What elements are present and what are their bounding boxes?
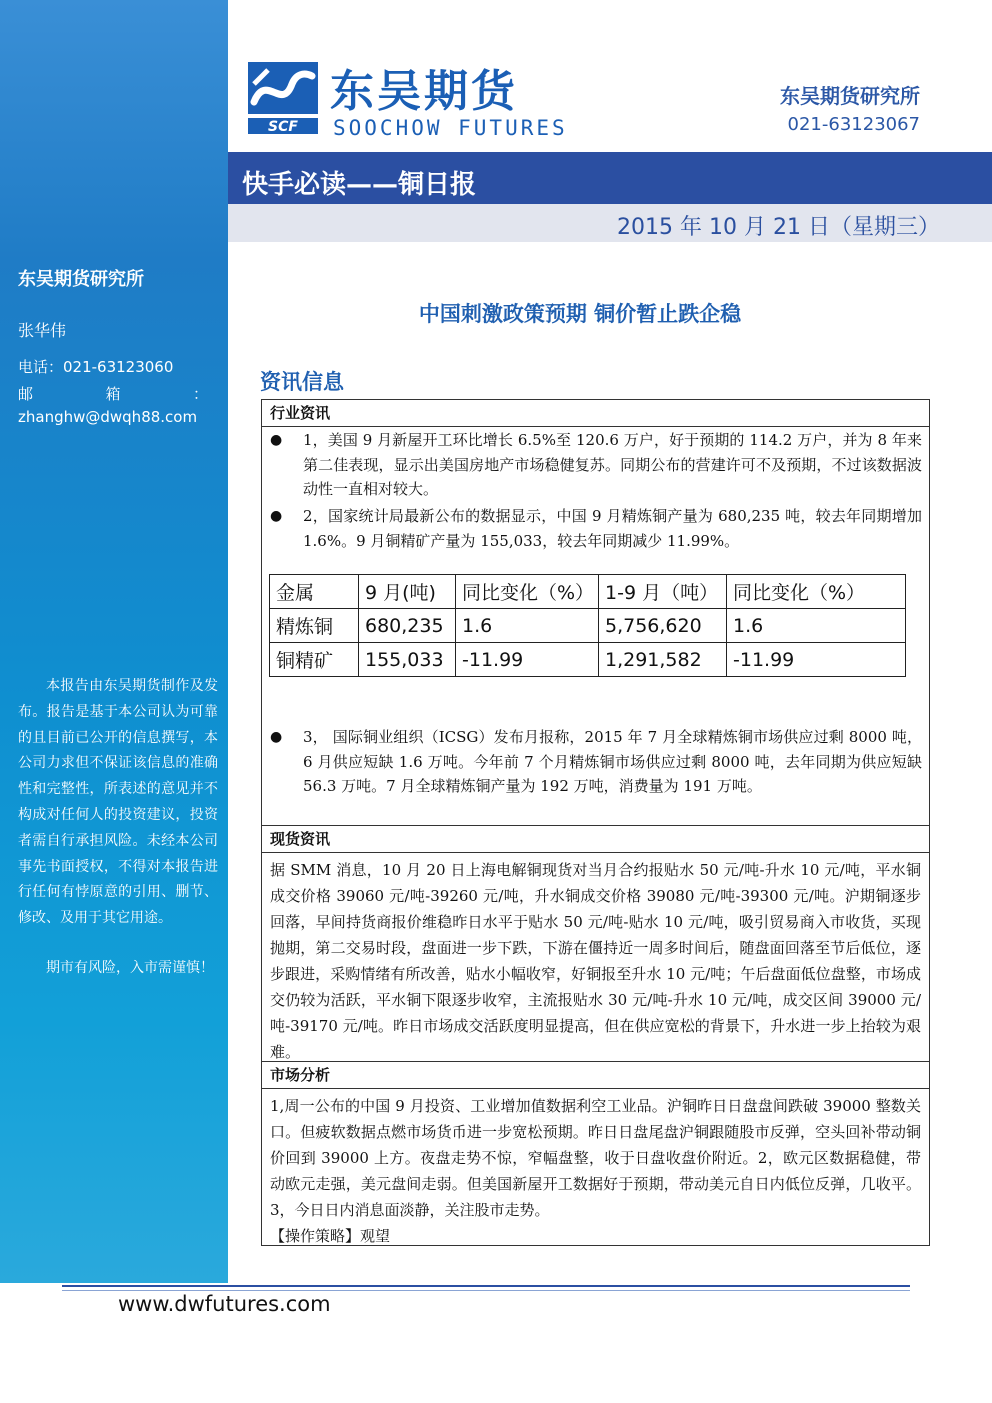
email-label-char: ： (192, 385, 208, 403)
header-org: 东吴期货研究所 (780, 84, 920, 108)
scf-logo-icon (248, 62, 318, 134)
table-header: 1-9 月（吨） (599, 575, 727, 609)
footer-divider (62, 1290, 910, 1291)
table-header: 9 月(吨) (359, 575, 456, 609)
spot-news-box (261, 826, 930, 1062)
header-phone: 021-63123067 (787, 114, 920, 135)
report-title-bar (228, 152, 992, 204)
table-cell: -11.99 (456, 643, 599, 677)
bullet-icon: ● (270, 432, 283, 448)
table-cell: 5,756,620 (599, 609, 727, 643)
spot-news-text: 据 SMM 消息，10 月 20 日上海电解铜现货对当月合约报贴水 50 元/吨-升水 10 元/吨，平水铜成交价格 39060 元/吨-39260 元/吨，升水铜成交价格 39080 元/吨-39300 元/吨。沪期铜逐步回落，早间持货商报价维稳昨日水平于贴水 50 元/吨-贴水 10 元/吨，吸引贸易商入市收货，买现抛期，第二交易时段，盘面进一步下跌，下游在僵持近一周多时间后，随盘面回落至节后低位，逐步跟进，采购情绪有所改善，贴水小幅收窄，好铜报至升水 10 元/吨；午后盘面低位盘整，市场成交仍较为活跃，平水铜下限逐步收窄，主流报贴水 30 元/吨-升水 10 元/吨，成交区间 39000 元/吨-39170 元/吨。昨日市场成交活跃度明显提高，但在供应宽松的背景下，升水进一步上抬较为艰难。 (270, 861, 921, 1061)
table-cell: 精炼铜 (270, 609, 359, 643)
report-date: 2015 年 10 月 21 日（星期三） (617, 215, 940, 240)
table-header: 同比变化（%） (727, 575, 906, 609)
footer-divider (62, 1285, 910, 1287)
brand-name-cn: 东吴期货 (330, 66, 518, 117)
table-cell: 铜精矿 (270, 643, 359, 677)
market-analysis-text: 1,周一公布的中国 9 月投资、工业增加值数据利空工业品。沪铜昨日日盘盘间跌破 39000 整数关口。但疲软数据点燃市场货币进一步宽松预期。昨日日盘尾盘沪铜跟随股市反弹，空头回补带动铜价回到 39000 上方。夜盘走势不惊，窄幅盘整，收于日盘收盘价附近。2，欧元区数据稳健，带动欧元走强，美元盘间走弱。但美国新屋开工数据好于预期，带动美元自日内低位反弹，几收平。3，今日日内消息面淡静，关注股市走势。 (270, 1097, 921, 1219)
market-analysis-label: 市场分析 (262, 1062, 929, 1089)
section-title: 资讯信息 (260, 370, 344, 394)
table-cell: 680,235 (359, 609, 456, 643)
logo-text: SCF (268, 119, 298, 134)
analyst-phone: 电话：021-63123060 (18, 358, 174, 376)
news-text: 3， 国际铜业组织（ICSG）发布月报称，2015 年 7 月全球精炼铜市场供应过剩 8000 吨，6 月供应短缺 1.6 万吨。今年前 7 个月精炼铜市场供应过剩 8000 吨，去年同期为供应短缺 56.3 万吨。7 月全球精炼铜产量为 192 万吨，消费量为 191 万吨。 (303, 728, 922, 795)
market-analysis-box (261, 1062, 930, 1246)
footer-url-link[interactable]: www.dwfutures.com (118, 1292, 331, 1316)
report-title: 快手必读——铜日报 (242, 170, 477, 200)
table-cell: 1.6 (727, 609, 906, 643)
spot-news-label: 现货资讯 (262, 826, 929, 853)
sidebar-org: 东吴期货研究所 (18, 269, 144, 290)
table-header-row (270, 575, 906, 609)
disclaimer: 本报告由东吴期货制作及发布。报告是基于本公司认为可靠的且目前已公开的信息撰写，本公司力求但不保证该信息的准确性和完整性，所表述的意见并不构成对任何人的投资建议，投资者需自行承担风险。未经本公司事先书面授权，不得对本报告进行任何有悖原意的引用、删节、修改、及用于其它用途。 (18, 678, 218, 927)
table-cell: 155,033 (359, 643, 456, 677)
table-cell: 1,291,582 (599, 643, 727, 677)
risk-warning: 期市有风险，入市需谨慎！ (46, 960, 214, 976)
production-table (269, 574, 906, 677)
email-label (18, 383, 208, 404)
headline: 中国刺激政策预期 铜价暂止跌企稳 (418, 302, 742, 326)
table-row (270, 643, 906, 677)
brand-name-en: SOOCHOW FUTURES (333, 116, 568, 140)
strategy-text: 【操作策略】观望 (270, 1227, 391, 1245)
bullet-icon: ● (270, 729, 283, 745)
table-row (270, 609, 906, 643)
analyst-email[interactable]: zhanghw@dwqh88.com (18, 408, 198, 426)
news-item (270, 428, 922, 502)
date-bar (228, 204, 992, 242)
news-text: 2，国家统计局最新公布的数据显示，中国 9 月精炼铜产量为 680,235 吨，较去年同期增加 1.6%。9 月铜精矿产量为 155,033，较去年同期减少 11.99%。 (303, 507, 922, 550)
email-label-char: 箱 (105, 385, 121, 403)
news-item (270, 504, 922, 553)
table-header: 金属 (270, 575, 359, 609)
analyst-name: 张华伟 (18, 321, 67, 340)
table-cell: 1.6 (456, 609, 599, 643)
email-label-char: 邮 (18, 385, 34, 403)
industry-news-label: 行业资讯 (262, 400, 929, 427)
news-text: 1，美国 9 月新屋开工环比增长 6.5%至 120.6 万户，好于预期的 114.2 万户，并为 8 年来第二佳表现，显示出美国房地产市场稳健复苏。同期公布的营建许可不及预期，不过该数据波动性一直相对较大。 (303, 431, 922, 498)
bullet-icon: ● (270, 508, 283, 524)
table-header: 同比变化（%） (456, 575, 599, 609)
sidebar (0, 0, 228, 1283)
news-item (270, 725, 922, 799)
table-cell: -11.99 (727, 643, 906, 677)
